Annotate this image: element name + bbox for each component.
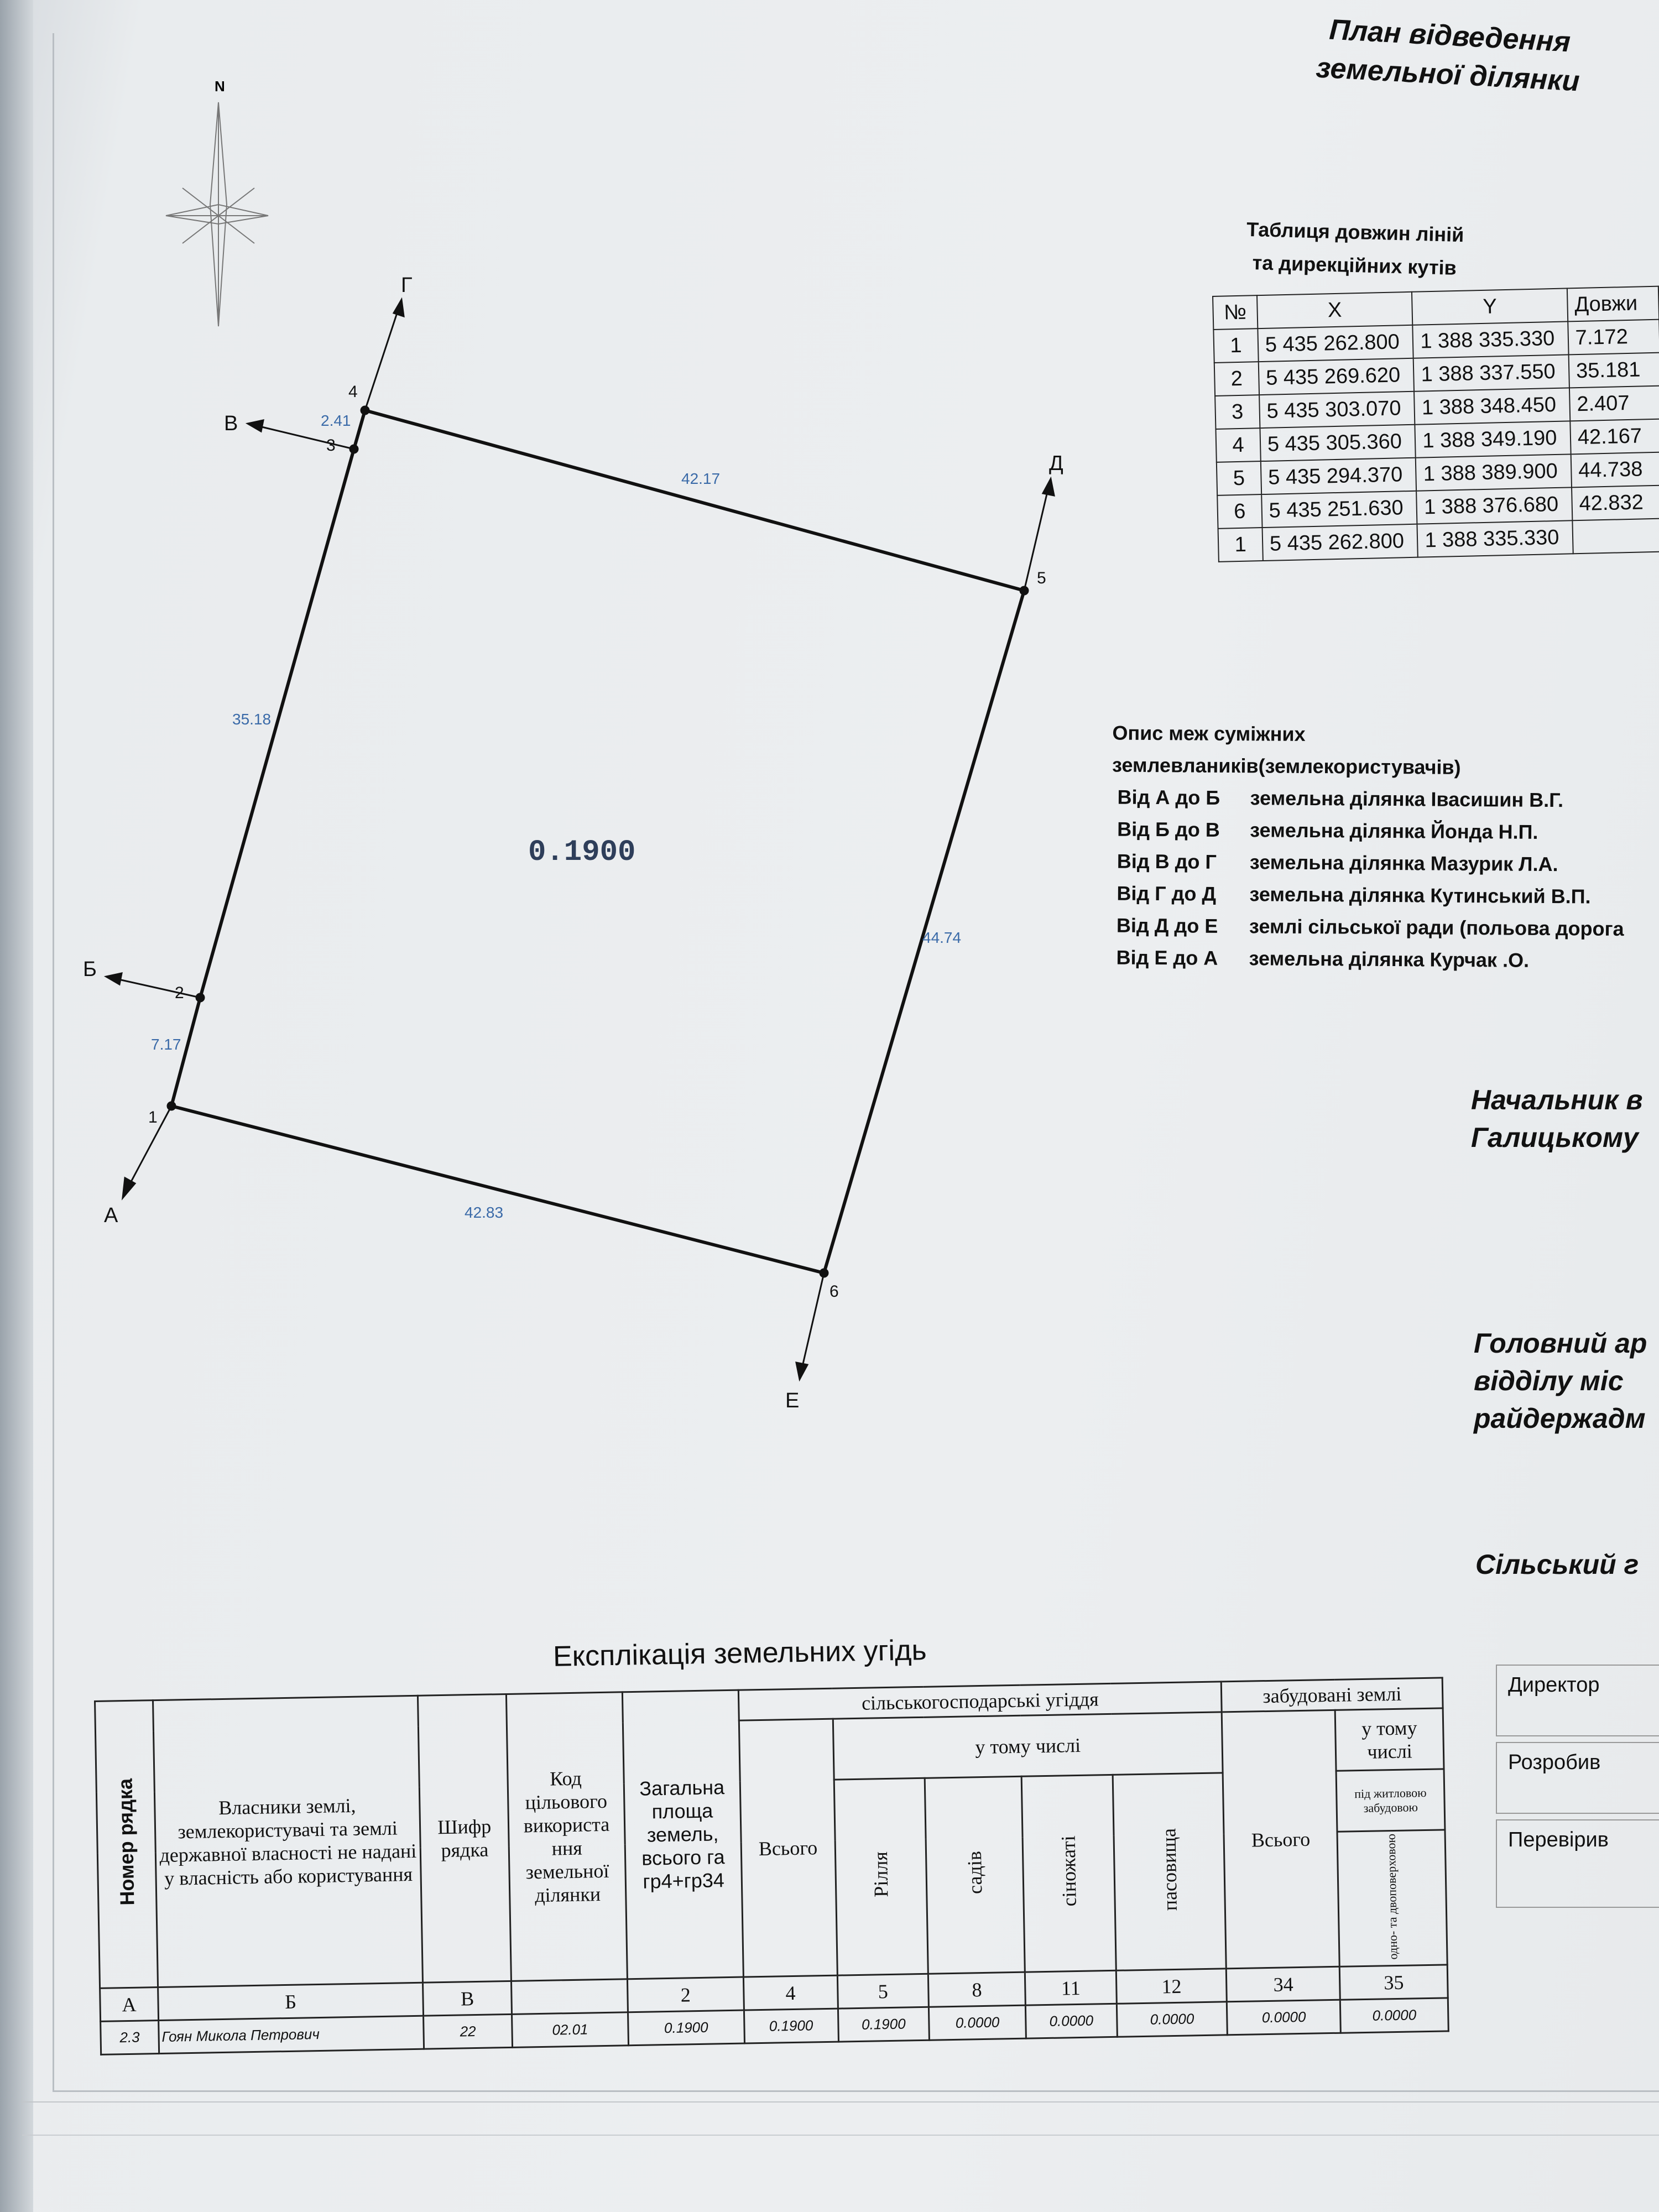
table-cell: В [423,1981,512,2016]
column-header: під житловою забудовою [1336,1769,1445,1832]
column-header: забудовані землі [1222,1678,1443,1712]
column-header: № [1213,295,1258,330]
neighbor-arrow [257,426,354,449]
boundary-from: Від А до Б [1117,785,1220,809]
frame-line [22,2135,1659,2136]
boundary-from: Від Д до Е [1116,914,1218,937]
list-item [1112,781,1659,817]
parcel-area: 0.1900 [528,836,636,869]
table-cell: 5 [1217,461,1261,495]
arrowhead-icon [796,1363,807,1379]
vertex-number: 6 [830,1282,839,1301]
north-label: N [215,78,225,95]
table-cell: 3 [1215,395,1260,429]
column-header [95,1700,158,1989]
column-header: Y [1412,288,1568,325]
boundary-title: Опис меж суміжних [1112,721,1306,745]
header-text: пасовища [1157,1828,1182,1911]
column-header: Код цільового використа ння земельної ділянки [506,1692,627,1981]
boundary-from: Від Г до Д [1117,881,1217,905]
signature-block-head [1471,1081,1643,1156]
list-item [1112,846,1659,881]
boundary-from: Від Б до В [1117,817,1220,841]
vertex-number: 3 [326,436,336,455]
boundary-from: Від В до Г [1117,849,1217,873]
table-cell: 1 388 389.900 [1416,454,1572,491]
signature-line: райдержадм [1474,1403,1646,1434]
signature-block-architect [1474,1324,1647,1437]
parcel-plan [0,0,1106,1493]
segment-length: 42.83 [465,1204,504,1221]
table-cell: 6 [1217,494,1262,529]
table-cell: 42.832 [1572,486,1659,521]
neighbor-label: Г [401,274,413,297]
neighbor-arrow [365,310,398,410]
table-cell: 1 388 349.190 [1415,421,1571,457]
table-cell: 1 388 335.330 [1417,520,1573,557]
table-cell: 0.0000 [929,2006,1026,2041]
table-cell: 22 [424,2015,513,2049]
stamp-label: Перевірив [1508,1828,1609,1851]
table-cell: 5 435 294.370 [1261,458,1417,494]
column-header [1337,1830,1447,1967]
column-header: сільськогосподарські угіддя [738,1682,1222,1720]
table-cell [1572,519,1659,554]
boundary-from: Від Е до А [1116,946,1218,969]
arrowhead-icon [1043,479,1054,495]
table-cell: 5 [837,1974,929,2009]
stamp-checked [1496,1819,1659,1908]
segment-length: 2.41 [321,412,351,429]
boundary-text: земельна ділянка Мазурик Л.А. [1249,851,1558,876]
coord-table-title [1188,211,1522,286]
table-cell: 1 388 348.450 [1414,388,1570,424]
table-cell: 0.1900 [628,2010,744,2046]
column-header: у тому числі [833,1712,1223,1780]
column-header: Шифр рядка [418,1694,512,1983]
table-cell: 34 [1227,1967,1340,2002]
boundary-text: земельна ділянка Йонда Н.П. [1250,818,1538,843]
boundary-text: земельна ділянка Івасишин В.Г. [1250,786,1564,812]
arrowhead-icon [394,300,404,316]
table-cell: 2 [627,1977,744,2012]
table-cell: 1 388 376.680 [1416,487,1572,524]
table-cell: 42.167 [1570,419,1659,455]
column-header [1021,1775,1116,1972]
boundary-text: земельна ділянка Кутинський В.П. [1249,883,1591,908]
coord-title-line: Таблиця довжин ліній [1246,217,1464,247]
segment-length: 44.74 [922,929,962,946]
table-cell: 4 [1215,428,1260,462]
table-cell: 0.0000 [1227,2000,1341,2036]
vertex-number: 1 [148,1108,158,1126]
vertex-marker [350,445,358,453]
table-cell: 0.0000 [1025,2004,1117,2039]
column-header: Довжи [1567,286,1659,322]
coord-title-line: та дирекційних кутів [1252,251,1457,279]
column-header [1113,1773,1227,1971]
list-item [1110,942,1659,978]
arrowhead-icon [106,973,122,984]
boundary-text: землі сільської ради (польова дорога [1249,915,1624,940]
table-cell: 4 [743,1975,838,2010]
column-header: Всього [739,1719,837,1977]
table-cell: 2 [1214,362,1259,396]
header-text: сіножаті [1057,1835,1081,1907]
table-cell: 0.1900 [744,2008,838,2043]
title-line: земельної ділянки [1315,51,1580,98]
table-cell: 0.0000 [1117,2002,1228,2037]
header-text: одно- та двоповерховою [1384,1833,1400,1960]
column-header: Власники землі, землекористувачі та землі державної власності не надані у власність або користування [153,1695,422,1987]
table-cell: А [100,1987,159,2022]
signature-line: Галицькому [1471,1122,1639,1153]
segment-length: 35.18 [232,711,272,728]
neighbor-label: Д [1049,452,1063,475]
table-cell: 5 435 303.070 [1259,392,1415,428]
table-cell: 5 435 251.630 [1261,491,1417,528]
table-cell: 2.3 [101,2021,159,2055]
column-header: Загальна площа земель, всього га гр4+гр34 [622,1690,743,1979]
table-cell: 8 [928,1973,1026,2007]
arrowhead-icon [123,1178,135,1198]
vertex-number: 4 [348,383,358,401]
table-cell: 11 [1025,1971,1117,2006]
boundary-description [1110,717,1659,978]
vertex-marker [168,1102,175,1110]
column-header: Всього [1222,1710,1340,1969]
boundary-title: землевлаників(землекористувачів) [1112,753,1461,779]
column-header [925,1776,1025,1974]
signature-line: Начальник в [1471,1084,1643,1115]
table-cell: 0.1900 [838,2007,930,2042]
signature-line: відділу міс [1474,1365,1624,1396]
table-cell: 0.0000 [1340,1998,1448,2033]
header-text: Номер рядка [113,1778,139,1906]
table-cell: 44.738 [1571,452,1659,488]
neighbor-label: Е [785,1389,800,1412]
neighbor-label: В [224,412,238,435]
explication-table [94,1677,1449,2056]
document-title [1292,8,1606,102]
stamp-label: Директор [1508,1673,1600,1697]
column-header [834,1778,928,1975]
header-text: Рілля [869,1851,893,1897]
segment-length: 7.17 [151,1036,181,1053]
table-cell: Гоян Микола Петрович [158,2016,424,2054]
vertex-marker [196,994,204,1001]
explication-title: Експлікація земельних угідь [552,1634,927,1673]
table-cell: 7.172 [1568,320,1659,355]
table-cell: 1 388 337.550 [1413,354,1569,391]
list-item [1111,878,1659,914]
boundary-text: земельна ділянка Курчак .О. [1249,947,1530,972]
table-cell: 1 [1213,328,1258,363]
table-cell [511,1979,628,2015]
table-cell: 5 435 262.800 [1258,325,1413,362]
vertex-marker [1020,587,1028,594]
table-cell: 2.407 [1569,386,1659,421]
table-cell: 1 [1218,528,1263,562]
table-cell: 5 435 262.800 [1262,524,1418,561]
header-text: садів [963,1851,987,1895]
list-item [1112,813,1659,849]
frame-line [22,2101,1659,2103]
table-cell: 5 435 305.360 [1260,425,1416,461]
column-header: X [1257,292,1413,328]
table-cell: 35 [1339,1965,1448,2000]
vertex-marker [361,406,369,414]
signature-line: Сільський г [1475,1549,1639,1580]
list-item [1111,910,1659,946]
table-cell: 02.01 [512,2012,629,2048]
neighbor-arrow [116,979,200,998]
title-line: План відведення [1328,13,1572,59]
neighbor-label: А [104,1204,118,1227]
vertex-marker [820,1269,828,1277]
north-arrow-icon [166,102,268,326]
stamp-developed [1496,1742,1659,1814]
table-cell: 5 435 269.620 [1259,358,1415,395]
explication-table-wrap [94,1677,1449,2056]
signature-block-village [1475,1546,1639,1583]
stamp-director [1496,1665,1659,1736]
table-cell: 1 388 335.330 [1413,321,1569,358]
table-cell: Б [158,1983,423,2021]
stamp-label: Розробив [1508,1751,1601,1774]
vertex-number: 5 [1037,569,1046,587]
neighbor-arrow [802,1273,824,1369]
table-cell: 35.181 [1568,353,1659,388]
table-cell: 12 [1116,1969,1227,2004]
signature-line: Головний ар [1474,1328,1647,1359]
arrowhead-icon [248,420,263,431]
vertex-number: 2 [175,984,184,1002]
coordinates-table [1212,286,1659,562]
column-header: у тому числі [1335,1708,1444,1771]
segment-length: 42.17 [681,470,721,487]
neighbor-label: Б [83,958,97,981]
